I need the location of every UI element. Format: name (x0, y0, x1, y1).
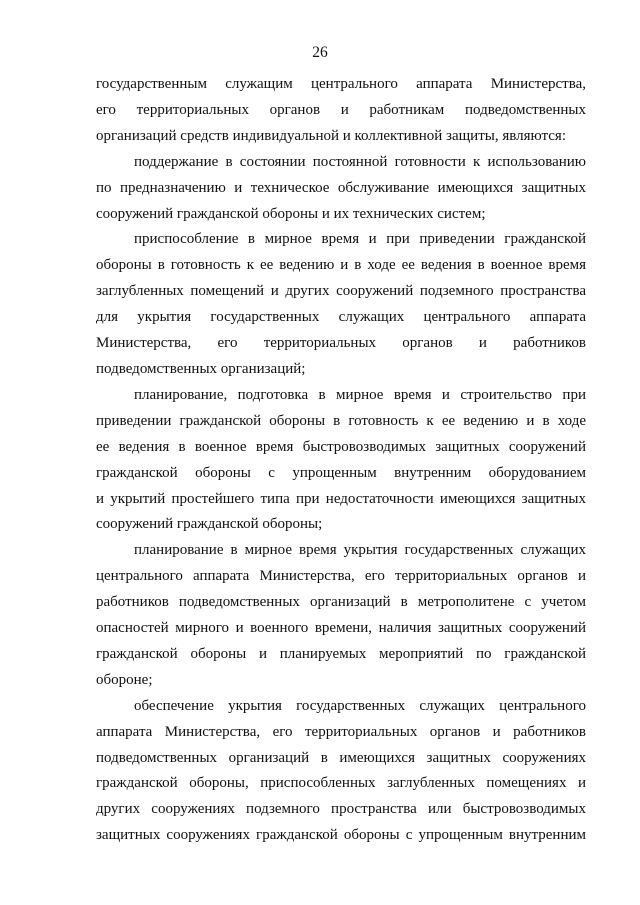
text-line: приспособление в мирное время и при приведении гражданской (134, 231, 586, 248)
text-line: для укрытия государственных служащих центрального аппарата (96, 309, 586, 326)
text-line: центрального аппарата Министерства, его территориальных органов и (96, 568, 586, 585)
text-line: планирование в мирное время укрытия государственных служащих (134, 542, 586, 559)
text-line: его территориальных органов и работникам подведомственных (96, 101, 586, 118)
text-line: гражданской обороны и планируемых мероприятий по гражданской (96, 645, 586, 662)
text-line: организаций средств индивидуальной и коллективной защиты, являются: (96, 127, 566, 144)
text-line: планирование, подготовка в мирное время и строительство при (134, 386, 586, 403)
text-line: поддержание в состоянии постоянной готовности к использованию (134, 153, 586, 170)
text-line: обороне; (96, 671, 153, 688)
text-line: по предназначению и техническое обслуживание имеющихся защитных (96, 179, 586, 196)
text-line: подведомственных организаций в имеющихся защитных сооружениях (96, 749, 586, 766)
text-line: Министерства, его территориальных органов и работников (96, 335, 586, 352)
text-line: и укрытий простейшего типа при недостаточности имеющихся защитных (96, 490, 586, 507)
text-line: работников подведомственных организаций в метрополитене с учетом (96, 594, 586, 611)
text-line: приведении гражданской обороны в готовность к ее ведению и в ходе (96, 412, 586, 429)
page-number: 26 (312, 44, 328, 61)
text-line: подведомственных организаций; (96, 360, 306, 377)
document-body (96, 72, 586, 849)
text-line: обороны в готовность к ее ведению и в ходе ее ведения в военное время (96, 257, 586, 274)
text-line: сооружений гражданской обороны; (96, 516, 323, 533)
text-line: защитных сооружениях гражданской обороны с упрощенным внутренним (96, 827, 586, 844)
text-line: аппарата Министерства, его территориальных органов и работников (96, 723, 586, 740)
text-line: ее ведения в военное время быстровозводимых защитных сооружений (96, 438, 586, 455)
text-line: обеспечение укрытия государственных служащих центрального (134, 697, 586, 714)
text-line: заглубленных помещений и других сооружений подземного пространства (96, 283, 586, 300)
text-line: опасностей мирного и военного времени, наличия защитных сооружений (96, 620, 586, 637)
text-line: государственным служащим центрального аппарата Министерства, (96, 76, 586, 92)
text-line: гражданской обороны, приспособленных заглубленных помещениях и (96, 775, 586, 792)
text-line: других сооружениях подземного пространства или быстровозводимых (96, 801, 586, 818)
text-line: сооружений гражданской обороны и их технических систем; (96, 205, 486, 222)
text-line: гражданской обороны с упрощенным внутренним оборудованием (96, 464, 586, 481)
